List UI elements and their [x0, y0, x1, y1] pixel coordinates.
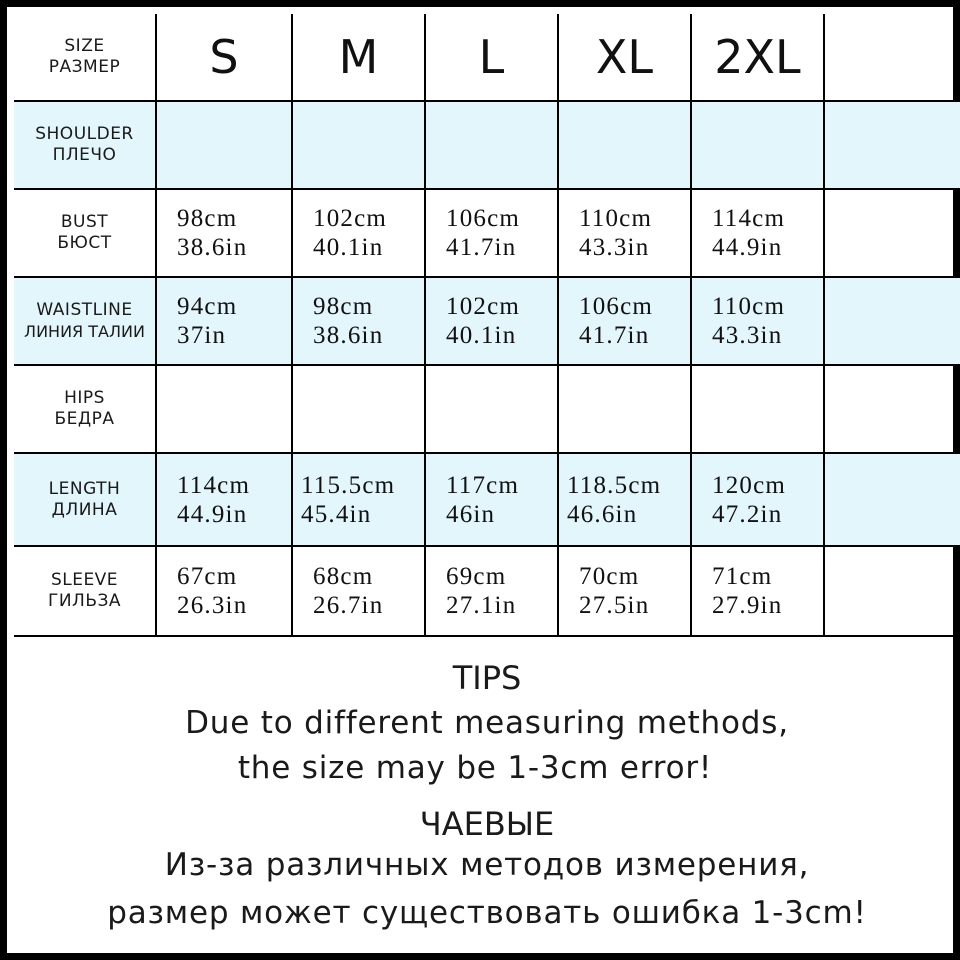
value-in: 44.9in — [712, 234, 783, 261]
value-cm: 68cm — [313, 563, 374, 590]
size-header-2xl: 2XL — [691, 14, 824, 101]
value-cm: 94cm — [177, 293, 238, 320]
value-cm: 106cm — [579, 293, 654, 320]
value-cell — [691, 101, 824, 189]
value-cm: 117cm — [446, 471, 520, 499]
size-header-s: S — [156, 14, 292, 101]
value-cell — [156, 189, 292, 277]
size-header-empty — [824, 14, 960, 101]
value-cm: 98cm — [177, 205, 238, 232]
value-cell — [156, 277, 292, 365]
row-label-cell — [14, 189, 156, 277]
tips-title-en: TIPS — [452, 659, 522, 697]
row-label-cell — [14, 277, 156, 365]
value-cell — [425, 189, 558, 277]
row-label-en: WAISTLINE — [36, 300, 133, 320]
value-cell — [691, 277, 824, 365]
value-cm: 114cm — [712, 205, 786, 232]
value-cm: 114cm — [177, 471, 251, 499]
value-cell — [292, 277, 425, 365]
value-in: 26.3in — [177, 592, 248, 619]
empty-cell — [824, 277, 960, 365]
value-cell — [156, 365, 292, 453]
value-cell — [425, 277, 558, 365]
row-label-ru: ГИЛЬЗА — [47, 591, 122, 611]
header-row — [14, 14, 960, 101]
value-in: 43.3in — [579, 234, 650, 261]
value-cell — [691, 546, 824, 636]
empty-cell — [824, 453, 960, 546]
value-cell — [292, 101, 425, 189]
row-label-ru: ДЛИНА — [51, 499, 118, 520]
value-cm: 69cm — [446, 563, 507, 590]
value-cell — [292, 189, 425, 277]
size-header-xl: XL — [558, 14, 691, 101]
value-in: 40.1in — [446, 322, 517, 349]
value-cell — [292, 365, 425, 453]
value-in: 47.2in — [712, 500, 783, 528]
value-in: 46.6in — [567, 500, 638, 528]
value-cm: 120cm — [712, 471, 787, 499]
tips-line1-ru: Из-за различных методов измерения, — [164, 847, 810, 883]
value-cm: 102cm — [313, 205, 388, 232]
row-label-en: HIPS — [64, 388, 105, 408]
row-label-en: LENGTH — [48, 478, 121, 499]
value-cell — [558, 189, 691, 277]
row-label-en: SHOULDER — [35, 124, 134, 144]
value-in: 27.9in — [712, 592, 783, 619]
value-in: 26.7in — [313, 592, 384, 619]
waistline-row — [14, 277, 960, 365]
value-cell — [425, 546, 558, 636]
value-cm: 102cm — [446, 293, 521, 320]
tips-line1-en: Due to different measuring methods, — [185, 705, 789, 741]
tips-line2-en: the size may be 1-3cm error! — [237, 750, 713, 786]
empty-cell — [824, 546, 960, 636]
value-cell — [558, 101, 691, 189]
value-cell — [558, 365, 691, 453]
value-in: 27.5in — [579, 592, 650, 619]
value-cm: 67cm — [177, 563, 238, 590]
value-cell — [156, 453, 292, 546]
tips-title-ru: ЧАЕВЫЕ — [419, 805, 555, 843]
sleeve-row — [14, 546, 960, 636]
value-in: 38.6in — [177, 234, 248, 261]
size-table — [14, 14, 960, 637]
tips-section — [14, 645, 960, 960]
size-label-en: SIZE — [64, 36, 105, 56]
value-cell — [425, 365, 558, 453]
size-label-ru: РАЗМЕР — [48, 57, 121, 77]
size-header-m: M — [292, 14, 425, 101]
row-label-ru: ЛИНИЯ ТАЛИИ — [24, 322, 145, 341]
value-in: 45.4in — [301, 500, 372, 528]
value-in: 37in — [177, 322, 227, 349]
value-cell — [558, 546, 691, 636]
empty-cell — [824, 189, 960, 277]
value-cell — [425, 101, 558, 189]
value-cm: 98cm — [313, 293, 374, 320]
row-label-cell — [14, 453, 156, 546]
row-label-ru: БЮСТ — [57, 233, 112, 253]
value-cell — [558, 277, 691, 365]
value-cell — [156, 546, 292, 636]
value-cm: 106cm — [446, 205, 521, 232]
size-label-cell — [14, 14, 156, 101]
value-cell — [156, 101, 292, 189]
value-cell — [292, 453, 425, 546]
row-label-cell — [14, 365, 156, 453]
value-cell — [691, 365, 824, 453]
value-in: 41.7in — [446, 234, 517, 261]
value-in: 43.3in — [712, 322, 783, 349]
value-in: 38.6in — [313, 322, 384, 349]
hips-row — [14, 365, 960, 453]
size-header-l: L — [425, 14, 558, 101]
row-label-cell — [14, 101, 156, 189]
empty-cell — [824, 101, 960, 189]
value-cm: 70cm — [579, 563, 640, 590]
value-cm: 110cm — [712, 293, 786, 320]
row-label-cell — [14, 546, 156, 636]
value-cell — [425, 453, 558, 546]
row-label-ru: ПЛЕЧО — [52, 145, 117, 165]
tips-line2-ru: размер может существовать ошибка 1-3cm! — [107, 895, 867, 931]
empty-cell — [824, 365, 960, 453]
row-label-en: SLEEVE — [50, 570, 119, 590]
value-cell — [292, 546, 425, 636]
value-cm: 118.5cm — [567, 471, 662, 499]
value-in: 41.7in — [579, 322, 650, 349]
value-cm: 110cm — [579, 205, 653, 232]
value-cm: 115.5cm — [301, 471, 396, 499]
shoulder-row — [14, 101, 960, 189]
row-label-ru: БЕДРА — [54, 409, 115, 429]
bust-row — [14, 189, 960, 277]
value-cell — [691, 453, 824, 546]
value-in: 44.9in — [177, 500, 248, 528]
value-cell — [558, 453, 691, 546]
value-in: 40.1in — [313, 234, 384, 261]
value-in: 46in — [446, 500, 496, 528]
value-cm: 71cm — [712, 563, 773, 590]
value-in: 27.1in — [446, 592, 517, 619]
length-row — [14, 453, 960, 546]
row-label-en: BUST — [60, 212, 109, 232]
value-cell — [691, 189, 824, 277]
